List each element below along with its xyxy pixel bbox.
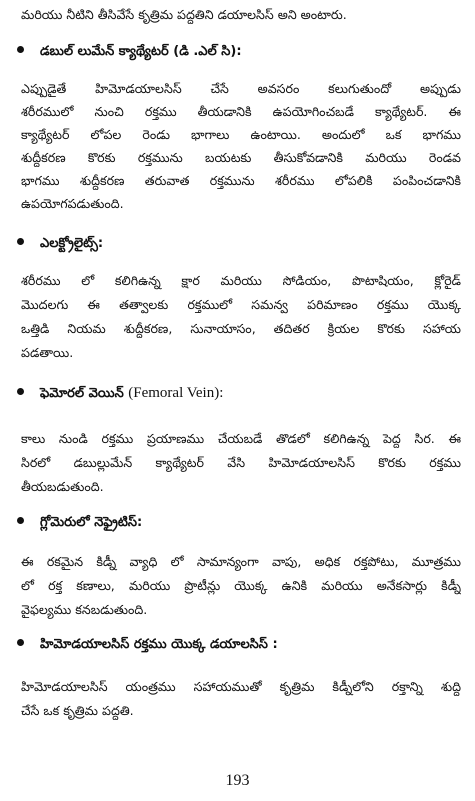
heading-hemodialysis: హిమోడయాలసిస్ రక్తము యొక్క డయాలసిస్ : — [17, 636, 462, 654]
paragraph-line: ఎప్పుడైతే హిమోడయాలసిస్ చేసే అవసరం కలుగుతుందో అప్పుడు — [21, 81, 461, 96]
bullet-icon — [17, 639, 24, 646]
paragraph-line: మొదలగు ఈ తత్వాలకు రక్తములో సమన్వ పరిమాణం రక్తము యొక్క — [21, 297, 461, 312]
paragraph-line: లో రక్త కణాలు, మరియు ప్రొటీన్లు యొక్క ఉనికి మరియు అనేకసార్లు కిడ్నీ — [21, 578, 461, 593]
paragraph-line: కాలు నుండి రక్తము ప్రయాణము చేయబడే తొడలో కలిగిఉన్న పెద్ద సిర. ఈ — [21, 431, 461, 446]
paragraph-line: శుద్ధీకరణ కొరకు రక్తమును బయటకు తీసుకోవడానికి మరియు రెండవ — [21, 150, 461, 165]
paragraph-line: భాగము శుద్ధీకరణ తరువాత రక్తమును శరీరము లోపలికి పంపించడానికి — [21, 173, 461, 188]
paragraph-line: హిమోడయాలసిస్ యంత్రము సహాయముతో కృత్రిమ కిడ్నీలోని రక్తాన్ని శుద్ధి — [21, 679, 461, 694]
paragraph-line: తీయబడుతుంది. — [21, 479, 104, 494]
paragraph-line: సిరలో డబుల్లుమేన్ క్యాథ్యేటర్ వేసి హిమోడయాలసిస్ కొరకు రక్తము — [21, 455, 461, 470]
paragraph-line: వైఫల్యము కనబడుతుంది. — [21, 602, 148, 617]
bullet-icon — [17, 517, 24, 524]
paragraph-line: ఒత్తిడి నియమ శుద్ధీకరణ, సునాయాసం, తదితర క్రియల కొరకు సహాయ — [21, 321, 461, 336]
bullet-icon — [17, 388, 24, 395]
paragraph-line: క్యాథ్యేటర్ లోపల రెండు భాగాలు ఉంటాయి. అందులో ఒక భాగము — [21, 127, 461, 142]
paragraph-line: చేసే ఒక కృత్రిమ పద్ధతి. — [21, 703, 134, 718]
heading-glomerulonephritis: గ్లోమెరులో నెఫ్రైటిస్: — [17, 514, 462, 532]
paragraph-line: ఉపయోగపడుతుంది. — [21, 196, 124, 211]
bullet-icon — [17, 238, 24, 245]
heading-double-lumen-catheter: డబుల్ లుమేన్ క్యాథ్యేటర్ (డి .ఎల్ సి): — [17, 43, 462, 61]
paragraph-line: శరీరము లో కలిగిఉన్న క్షార మరియు సోడియం, పొటాషియం, క్లోరైడ్ — [21, 273, 461, 288]
paragraph-line: ఈ రకమైన కిడ్నీ వ్యాధి లో సామాన్యంగా వాపు, అధిక రక్తపోటు, మూత్రము — [21, 554, 461, 569]
bullet-icon — [17, 46, 24, 53]
intro-line: మరియు నీటిని తీసివేసే కృత్రిమ పద్ధతిని డయాలసిస్ అని అంటారు. — [21, 7, 347, 22]
heading-electrolytes: ఎలక్ట్రోలైట్స్: — [17, 235, 462, 253]
heading-femoral-vein: ఫెమోరల్ వెయిన్ (Femoral Vein): — [17, 384, 462, 403]
page-number: 193 — [225, 772, 250, 789]
paragraph-line: పడతాయి. — [21, 345, 74, 360]
paragraph-line: శరీరములో నుంచి రక్తము తీయడానికి ఉపయోగించబడే క్యాథ్యేటర్. ఈ — [21, 104, 461, 119]
